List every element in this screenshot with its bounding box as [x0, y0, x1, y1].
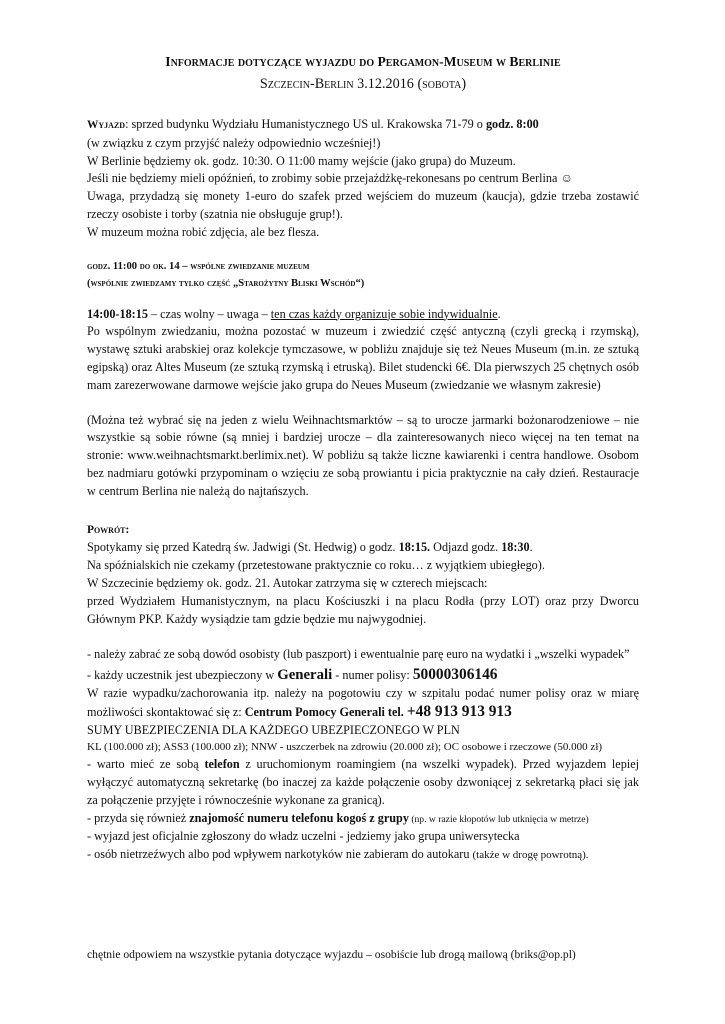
powrot-label: Powrót:: [87, 523, 130, 536]
info-sumy-heading: SUMY UBEZPIECZENIA DLA KAŻDEGO UBEZPIECZONEGO W PLN: [87, 722, 460, 737]
info-sumy-values: KL (100.000 zł); ASS3 (100.000 zł); NNW - uszczerbek na zdrowiu (20.000 zł); OC osobowe i rzeczowe (50.000 zł): [87, 741, 603, 754]
section-zwiedzanie: [87, 258, 639, 292]
powrot-line-1: [87, 539, 639, 557]
info-ubezpieczenie: [87, 666, 639, 685]
powrot-time-2: 18:30: [501, 540, 530, 555]
info-nietrzezwi: [87, 846, 639, 865]
info-numer-grupy: [87, 810, 639, 828]
document-page: [87, 52, 639, 864]
info-centrum-pomocy: Centrum Pomocy Generali tel.: [244, 704, 407, 719]
wyjazd-line-1: [87, 116, 639, 135]
document-title: Informacje dotyczące wyjazdu do Pergamon-Museum w Berlinie: [165, 54, 561, 69]
info-ubezpieczenie-text: - każdy uczestnik jest ubezpieczony w: [87, 668, 278, 683]
powrot-text-a: Spotykamy się przed Katedrą św. Jadwigi (St. Hedwig) o godz.: [87, 540, 399, 555]
section-powrot: [87, 521, 639, 629]
info-numer-grupy-bold: znajomość numeru telefonu kogoś z grupy: [189, 810, 409, 825]
section-czas-wolny: [87, 306, 639, 501]
czas-wolny-time: 14:00-18:15: [87, 306, 148, 321]
info-nietrzezwi-text: - osób nietrzeźwych albo pod wpływem narkotyków nie zabieram do autokaru: [87, 846, 473, 861]
czas-wolny-paragraph-2: (Można też wybrać się na jeden z wielu Weihnachtsmarktów – są to urocze jarmarki bożonarodzeniowe – nie wszystkie są sobie równe (są mniej i bardziej urocze – dla zainteresowanych nieco więcej na ten temat na stronie: www.weihnachtsmarkt.berlimix.net). W pobliżu są także liczne kawiarenki i centra handlowe. Osobom bez nadmiaru gotówki przypominam o wzięciu ze sobą prowiantu i picia praktycznie na cały dzień. Restauracje w centrum Berlina nie należą do najtańszych.: [87, 412, 639, 498]
info-zgloszenie: - wyjazd jest oficjalnie zgłoszony do władz uczelni - jedziemy jako grupa uniwersytecka: [87, 828, 520, 843]
info-numer-grupy-text: - przyda się również: [87, 810, 190, 825]
info-telefon: [87, 756, 639, 809]
info-polisa-number: 50000306146: [412, 666, 498, 684]
powrot-time-1: 18:15.: [398, 540, 431, 555]
czas-wolny-underlined: ten czas każdy organizuje sobie indywidualnie: [270, 306, 498, 321]
info-telefon-text-b: z uruchomionym roamingiem (na wszelki wypadek). Przed wyjazdem lepiej wyłączyć automatyczną sekretarkę (bo inaczej za każde połączenie osoby dzwoniącej z sekretarką płaci się jak za połączenie przyjęte i równocześnie wykonane za granicą).: [87, 757, 639, 807]
info-generali: Generali: [277, 667, 333, 684]
czas-wolny-paragraph-1: Po wspólnym zwiedzaniu, można pozostać w muzeum i zwiedzić część antyczną (czyli grecką i rzymską), wystawę sztuki arabskiej oraz kolekcje tymczasowe, w pobliżu znajduje się też Neues Museum (m.in. ze sztuką egipską) oraz Altes Museum (ze sztuką rzymską i etruską). Bilet studencki 6€. Dla pierwszych 25 chętnych osób mam zarezerwowane darmowe wejście jako grupa do Neues Museum (zwiedzanie we własnym zakresie): [87, 324, 639, 392]
zwiedzanie-subheading: (wspólnie zwiedzamy tylko część „Starożytny Bliski Wschód“): [87, 277, 365, 289]
zwiedzanie-heading: godz. 11:00 do ok. 14 – wspólne zwiedzanie muzeum: [87, 260, 310, 272]
document-subtitle: Szczecin-Berlin 3.12.2016 (sobota): [259, 76, 467, 92]
powrot-text-b: Odjazd godz.: [430, 540, 502, 555]
powrot-line-2: Na spóźnialskich nie czekamy (przetestowane praktycznie co roku… z wyjątkiem ubiegłego).: [87, 558, 545, 573]
footer-contact: chętnie odpowiem na wszystkie pytania dotyczące wyjazdu – osobiście lub drogą mailową (briks@op.pl): [87, 948, 576, 961]
info-nietrzezwi-note: (także w drogę powrotną).: [472, 848, 589, 861]
info-numer-grupy-note: (np. w razie kłopotów lub utknięcia w metrze): [408, 813, 589, 825]
czas-wolny-heading: [87, 306, 639, 324]
info-dokumenty: - należy zabrać ze sobą dowód osobisty (lub paszport) i ewentualnie parę euro na wydatki i „wszelki wypadek”: [87, 647, 630, 662]
powrot-label-line: [87, 521, 639, 540]
info-wypadek: [87, 685, 639, 722]
info-polisa-label: - numer polisy:: [332, 668, 413, 683]
wyjazd-line-2: (w związku z czym przyjść należy odpowiednio wcześniej!): [87, 135, 381, 150]
section-info: [87, 646, 639, 864]
info-telefon-text-a: - warto mieć ze sobą: [87, 757, 205, 772]
powrot-line-3: W Szczecinie będziemy ok. godz. 21. Autokar zatrzyma się w czterech miejscach:: [87, 575, 488, 590]
wyjazd-line-3: W Berlinie będziemy ok. godz. 10:30. O 11:00 mamy wejście (jako grupa) do Muzeum.: [87, 153, 516, 168]
powrot-text-c: .: [529, 540, 533, 555]
wyjazd-line-4: Jeśli nie będziemy mieli opóźnień, to zrobimy sobie przejażdżkę-rekonesans po centrum Berlina ☺: [87, 171, 573, 186]
info-wypadek-text: W razie wypadku/zachorowania itp. należy na pogotowiu czy w szpitalu podać numer polisy oraz w miarę możliwości skontaktować się z:: [87, 685, 639, 719]
wyjazd-line-5: Uwaga, przydadzą się monety 1-euro do szafek przed wejściem do muzeum (kaucja), gdzie trzeba zostawić rzeczy osobiste i torby (szatnia nie obsługuje grup!).: [87, 189, 639, 221]
wyjazd-time: godz. 8:00: [485, 117, 539, 131]
section-wyjazd: [87, 116, 639, 242]
czas-wolny-dot: .: [497, 306, 501, 321]
powrot-line-4: przed Wydziałem Humanistycznym, na placu Kościuszki i na placu Rodła (przy LOT) oraz przy Dworcu Głównym PKP. Każdy wysiądzie tam gdzie będzie mu najwygodniej.: [87, 593, 639, 626]
info-telefon-bold: telefon: [204, 757, 240, 772]
wyjazd-line-6: W muzeum można robić zdjęcia, ale bez flesza.: [87, 224, 320, 239]
wyjazd-label: Wyjazd: [87, 119, 126, 131]
info-telefon-pomocy: +48 913 913 913: [406, 702, 512, 720]
czas-wolny-text: – czas wolny – uwaga –: [147, 306, 271, 321]
wyjazd-text: : sprzed budynku Wydziału Humanistycznego US ul. Krakowska 71-79 o: [125, 117, 486, 131]
